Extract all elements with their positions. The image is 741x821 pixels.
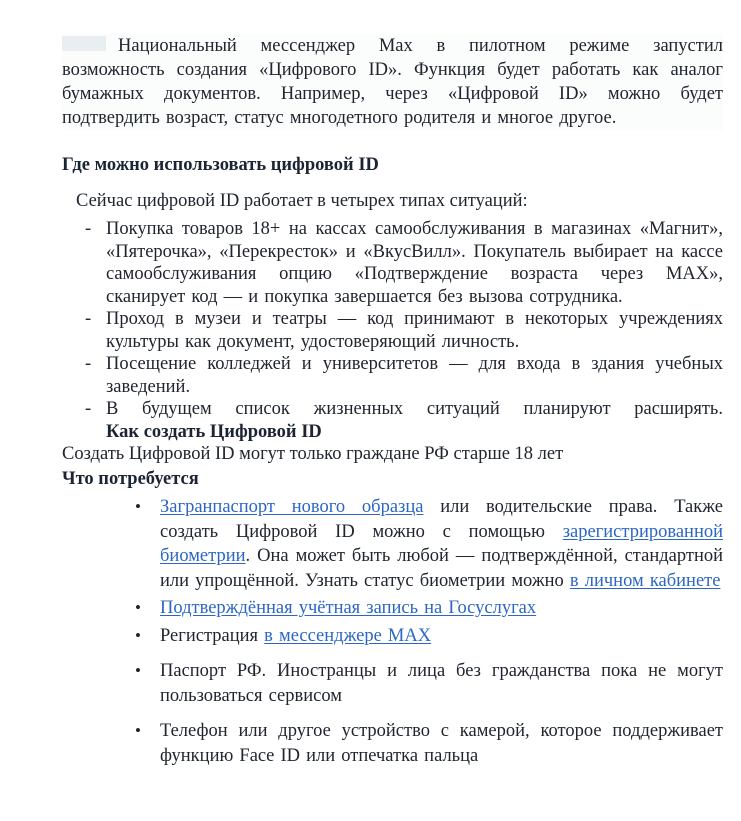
link-registered-biometrics[interactable]: зарегистрированной биометрии: [160, 521, 723, 566]
selection-artifact: [62, 36, 106, 51]
text-segment: . Она может быть любой — подтверждённой, стандартной или упрощённой. Узнать статус биометрии можно: [160, 546, 723, 591]
usage-item-text: Покупка товаров 18+ на кассах самообслуживания в магазинах «Магнит», «Пятерочка», «Перекресток» и «ВкусВилл». Покупатель выбирает на кассе самообслуживания опцию «Подтверждение возраста через MAX», сканирует код — и покупка завершается без вызова сотрудника.: [106, 219, 723, 307]
usage-item: [106, 353, 723, 398]
requirements-list: [62, 495, 723, 768]
link-foreign-passport[interactable]: Загранпаспорт нового образца: [160, 497, 424, 517]
requirement-item: [160, 719, 723, 768]
text-segment: Паспорт РФ. Иностранцы и лица без гражданства пока не могут пользоваться сервисом: [160, 661, 723, 706]
text-segment: или водительские права. Также создать Цифровой ID можно с помощью: [160, 497, 723, 542]
heading-where-to-use: Где можно использовать цифровой ID: [62, 155, 379, 175]
text-segment: Регистрация: [160, 625, 265, 646]
link-gosuslugi-account[interactable]: Подтверждённая учётная запись на Госуслугах: [160, 598, 537, 618]
link-personal-account[interactable]: в личном кабинете: [569, 570, 721, 591]
usage-item-text: Посещение колледжей и университетов — для входа в здания учебных заведений.: [106, 354, 723, 397]
requirement-item: [160, 596, 723, 621]
age-requirement-text: Создать Цифровой ID могут только граждане РФ старше 18 лет: [62, 444, 564, 464]
intro-text: Национальный мессенджер Max в пилотном режиме запустил возможность создания «Цифрового ID». Функция будет работать как аналог бумажных документов. Например, через «Цифровой ID» можно будет подтвердить возраст, статус многодетного родителя и многое другое.: [62, 36, 723, 128]
heading-how-to-create: Как создать Цифровой ID: [106, 421, 322, 442]
usage-item: [106, 398, 723, 443]
link-max-messenger[interactable]: в мессенджере MAX: [264, 625, 432, 646]
usage-lead-text: Сейчас цифровой ID работает в четырех типах ситуаций:: [76, 191, 528, 211]
usage-item: [106, 308, 723, 353]
requirement-item: [160, 624, 723, 649]
requirement-item: [160, 659, 723, 708]
usage-list: [62, 218, 723, 443]
requirement-item: [160, 495, 723, 593]
intro-paragraph: [62, 34, 723, 130]
text-segment: Телефон или другое устройство с камерой, которое поддерживает функцию Face ID или отпечатка пальца: [160, 721, 723, 766]
heading-what-is-needed: Что потребуется: [62, 469, 199, 489]
usage-item: [106, 218, 723, 308]
usage-item-text: Проход в музеи и театры — код принимают в некоторых учреждениях культуры как документ, удостоверяющий личность.: [106, 309, 723, 352]
usage-item-text: - В будущем список жизненных ситуаций планируют расширять.: [106, 399, 723, 419]
